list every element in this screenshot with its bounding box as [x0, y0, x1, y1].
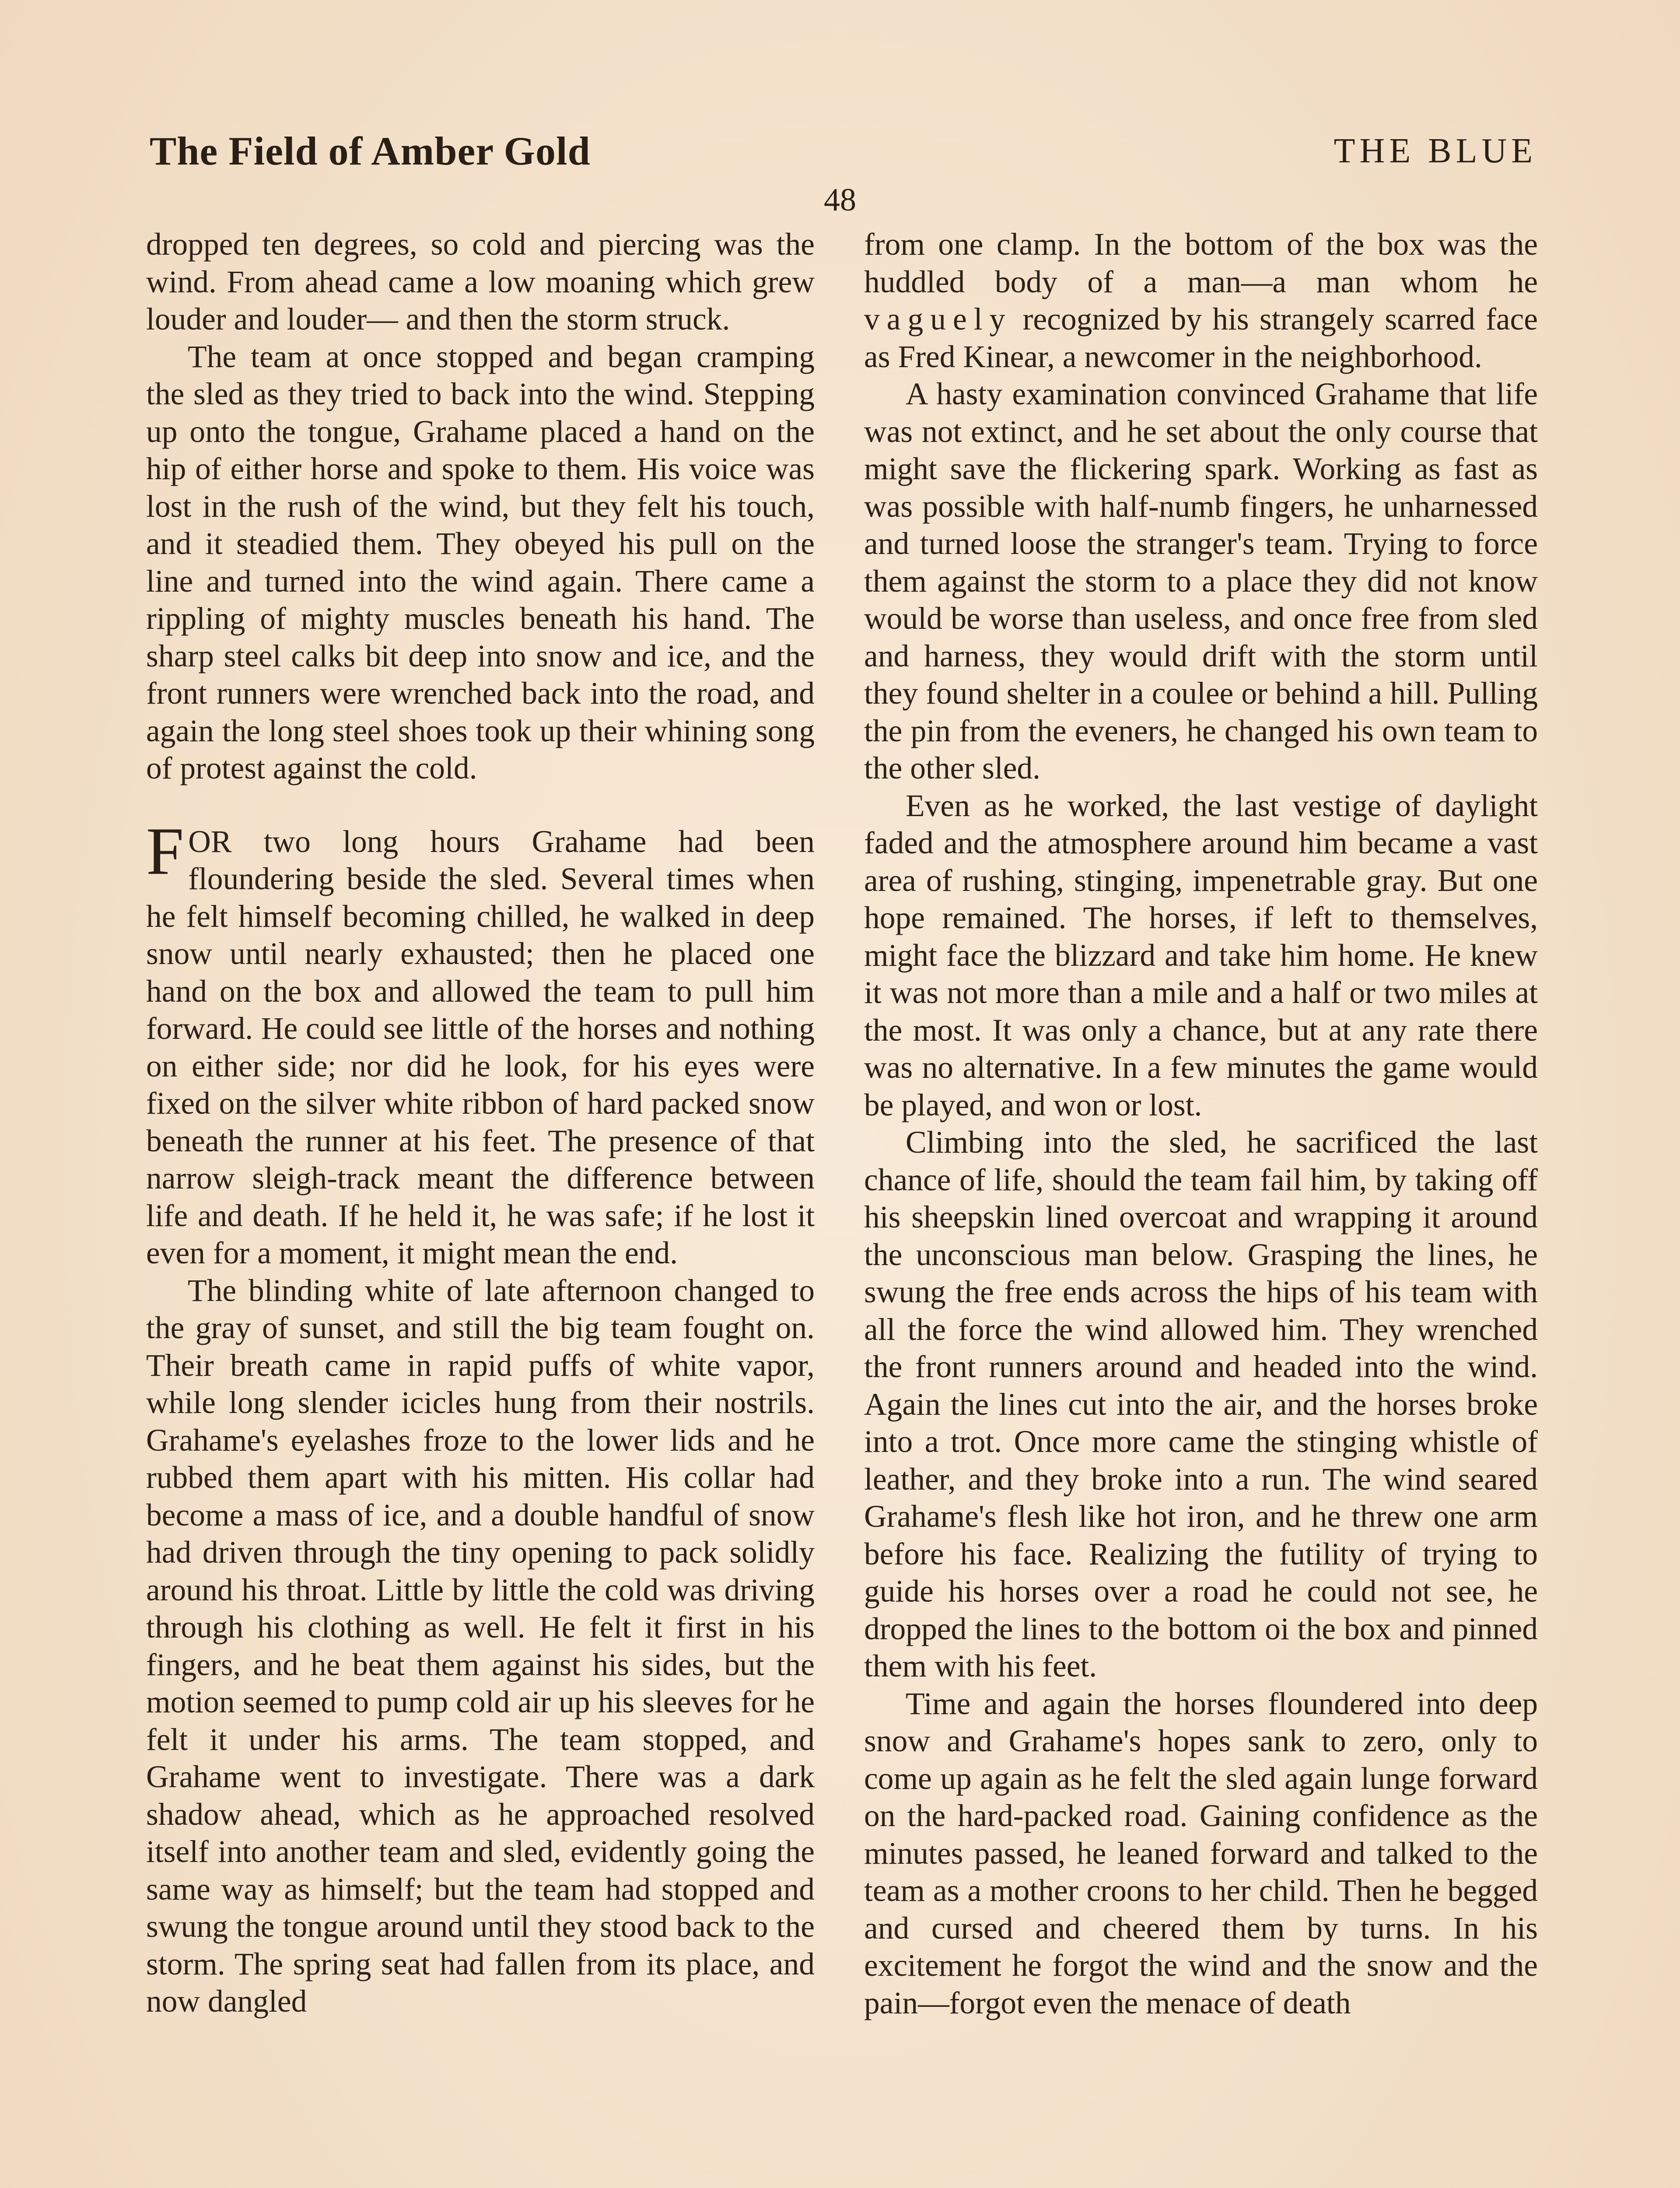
paragraph: The team at once stopped and began cramping the sled as they tried to back into the wind. Stepping up onto the tongue, Grahame placed a hand on the hip of either horse and spoke to them. His voice was lost in the rush of the wind, but they felt his touch, and it steadied them. They obeyed his pull on the line and turned into the wind again. There came a rippling of mighty muscles beneath his hand. The sharp steel calks bit deep into snow and ice, and the front runners were wrenched back into the road, and again the long steel shoes took up their whining song of protest against the cold.	[146, 339, 815, 785]
left-column	[146, 226, 815, 2188]
drop-cap: F	[146, 813, 184, 889]
small-caps-lead: OR	[188, 824, 232, 859]
paragraph-text: two long hours Grahame had been floundering beside the sled. Several times when he felt himself becoming chilled, he walked in deep snow until nearly exhausted; then he placed one hand on the box and allowed the team to pull him forward. He could see little of the horses and nothing on either side; nor did he look, for his eyes were fixed on the silver white ribbon of hard packed snow beneath the runner at his feet. The presence of that narrow sleigh-track meant the difference between life and death. If he held it, he was safe; if he lost it even for a moment, it might mean the end.	[146, 824, 815, 1270]
paragraph-dropcap	[146, 813, 815, 1272]
running-title: The Field of Amber Gold	[150, 129, 591, 173]
paragraph: Climbing into the sled, he sacrificed the last chance of life, should the team fail him, by taking off his sheepskin lined overcoat and wrapping it around the unconscious man below. Grasping the lines, he swung the free ends across the hips of his team with all the force the wind allowed him. They wrenched the front runners around and headed into the wind. Again the lines cut into the air, and the horses broke into a trot. Once more came the stinging whistle of leather, and they broke into a run. The wind seared Grahame's flesh like hot iron, and he threw one arm before his face. Realizing the futility of trying to guide his horses over a road he could not see, he dropped the lines to the bottom oi the box and pinned them with his feet.	[864, 1125, 1538, 1683]
right-column	[864, 226, 1538, 2188]
paragraph: Even as he worked, the last vestige of daylight faded and the atmosphere around him became a vast area of rushing, stinging, impenetrable gray. But one hope remained. The horses, if left to themselves, might face the blizzard and take him home. He knew it was not more than a mile and a half or two miles at the most. It was only a chance, but at any rate there was no alternative. In a few minutes the game would be played, and won or lost.	[864, 788, 1538, 1122]
paragraph-text: recognized by his strangely scarred face as Fred Kinear, a newcomer in the neighborhood.	[864, 302, 1538, 374]
paragraph: The blinding white of late afternoon changed to the gray of sunset, and still the big team fought on. Their breath came in rapid puffs of white vapor, while long slender icicles hung from their nostrils. Grahame's eyelashes froze to the lower lids and he rubbed them apart with his mitten. His collar had become a mass of ice, and a double handful of snow had driven through the tiny opening to pack solidly around his throat. Little by little the cold was driving through his clothing as well. He felt it first in his fingers, and he beat them against his sides, but the motion seemed to pump cold air up his sleeves for he felt it under his arms. The team stopped, and Grahame went to investigate. There was a dark shadow ahead, which as he approached resolved itself into another team and sled, evidently going the same way as himself; but the team had stopped and swung the tongue around until they stood back to the storm. The spring seat had fallen from its place, and now dangled	[146, 1273, 815, 2019]
paragraph: dropped ten degrees, so cold and piercing was the wind. From ahead came a low moaning which grew louder and louder— and then the storm struck.	[146, 227, 815, 337]
spaced-word: vaguely	[864, 302, 1012, 337]
paragraph: Time and again the horses floundered into deep snow and Grahame's hopes sank to zero, only to come up again as he felt the sled again lunge forward on the hard-packed road. Gaining confidence as the minutes passed, he leaned forward and talked to the team as a mother croons to her child. Then he begged and cursed and cheered them by turns. In his excitement he forgot the wind and the snow and the pain—forgot even the menace of death	[864, 1686, 1538, 2020]
paragraph-text: from one clamp. In the bottom of the box was the huddled body of a man—a man whom he	[864, 227, 1538, 299]
paragraph: A hasty examination convinced Grahame that life was not extinct, and he set about the only course that might save the flickering spark. Working as fast as was possible with half-numb fingers, he unharnessed and turned loose the stranger's team. Trying to force them against the storm to a place they did not know would be worse than useless, and once free from sled and harness, they would drift with the storm until they found shelter in a coulee or behind a hill. Pulling the pin from the eveners, he changed his own team to the other sled.	[864, 377, 1538, 785]
magazine-name: THE BLUE	[1334, 132, 1537, 170]
page-number: 48	[824, 182, 856, 218]
paragraph	[864, 226, 1538, 375]
